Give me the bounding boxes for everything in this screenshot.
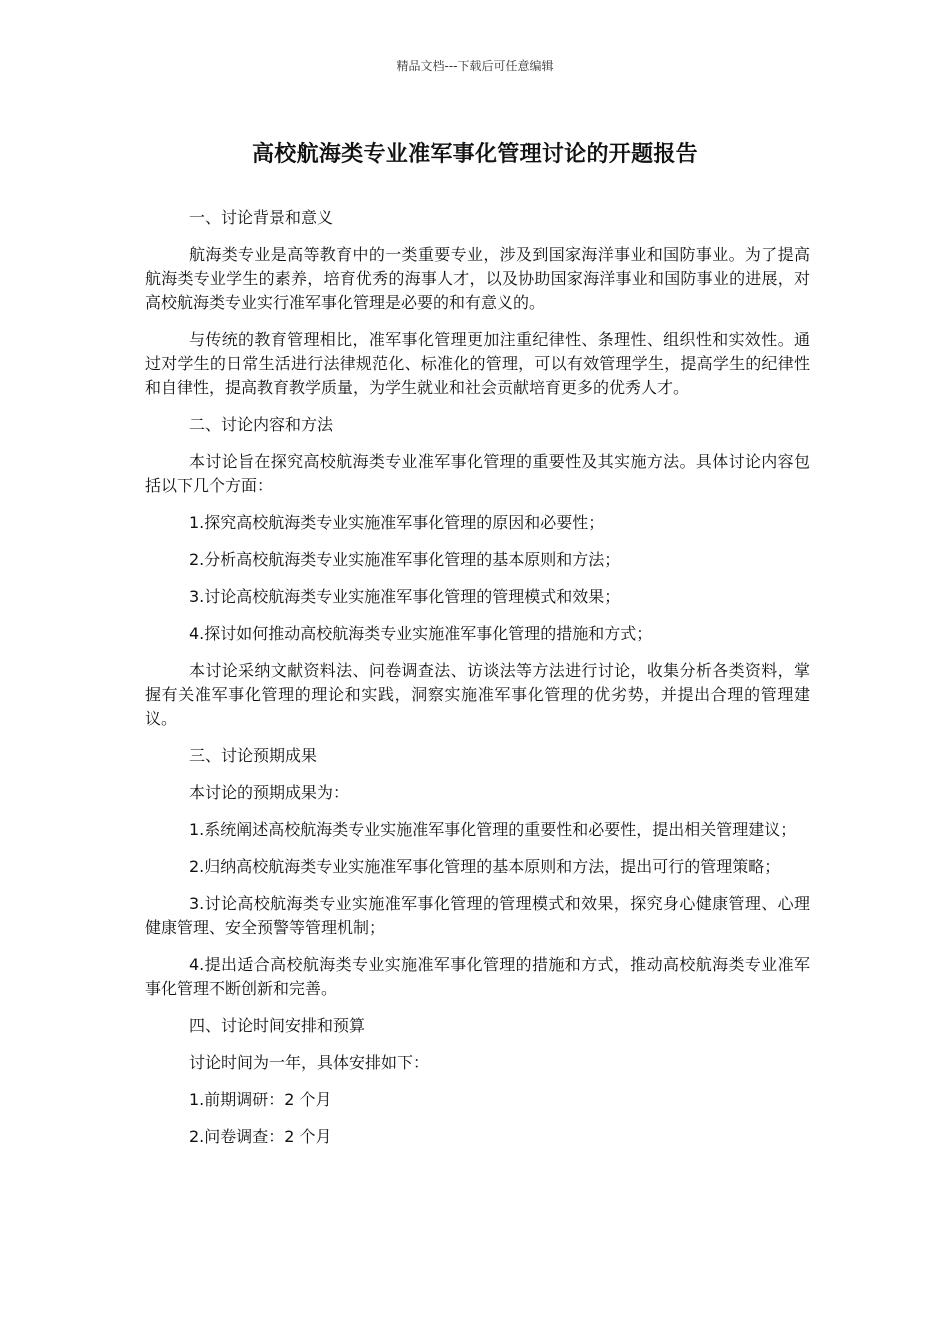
list-item-result-1: 1.系统阐述高校航海类专业实施准军事化管理的重要性和必要性，提出相关管理建议； [189, 820, 797, 839]
paragraph-methods: 本讨论采纳文献资料法、问卷调查法、访谈法等方法进行讨论，收集分析各类资料，掌握有关准军事化管理的理论和实践，洞察实施准军事化管理的优劣势，并提出合理的管理建议。 [145, 661, 810, 728]
page-header-note: 精品文档---下载后可任意编辑 [396, 59, 554, 73]
list-item-schedule-1: 1.前期调研：2 个月 [189, 1090, 332, 1109]
section-heading-content-methods: 二、讨论内容和方法 [189, 415, 334, 434]
list-item-content-1: 1.探究高校航海类专业实施准军事化管理的原因和必要性； [189, 513, 605, 532]
list-item-result-3: 3.讨论高校航海类专业实施准军事化管理的管理模式和效果，探究身心健康管理、心理健康管理、安全预警等管理机制； [145, 894, 810, 937]
document-body [145, 206, 810, 1162]
section-heading-schedule-budget: 四、讨论时间安排和预算 [189, 1016, 366, 1035]
list-item-schedule-2: 2.问卷调查：2 个月 [189, 1127, 332, 1146]
list-item-result-2: 2.归纳高校航海类专业实施准军事化管理的基本原则和方法，提出可行的管理策略； [189, 857, 781, 876]
paragraph-content-intro: 本讨论旨在探究高校航海类专业准军事化管理的重要性及其实施方法。具体讨论内容包括以下几个方面： [145, 452, 810, 495]
list-item-content-4: 4.探讨如何推动高校航海类专业实施准军事化管理的措施和方式； [189, 624, 653, 643]
paragraph-schedule-intro: 讨论时间为一年，具体安排如下： [189, 1053, 430, 1072]
document-title: 高校航海类专业准军事化管理讨论的开题报告 [251, 142, 698, 167]
section-heading-expected-results: 三、讨论预期成果 [189, 746, 318, 765]
paragraph-background-2: 与传统的教育管理相比，准军事化管理更加注重纪律性、条理性、组织性和实效性。通过对学生的日常生活进行法律规范化、标准化的管理，可以有效管理学生，提高学生的纪律性和自律性，提高教育教学质量，为学生就业和社会贡献培育更多的优秀人才。 [145, 330, 810, 397]
list-item-content-2: 2.分析高校航海类专业实施准军事化管理的基本原则和方法； [189, 550, 621, 569]
list-item-content-3: 3.讨论高校航海类专业实施准军事化管理的管理模式和效果； [189, 587, 621, 606]
section-heading-background: 一、讨论背景和意义 [189, 208, 334, 227]
list-item-result-4: 4.提出适合高校航海类专业实施准军事化管理的措施和方式，推动高校航海类专业准军事化管理不断创新和完善。 [145, 955, 810, 998]
paragraph-results-intro: 本讨论的预期成果为： [189, 783, 350, 802]
paragraph-background-1: 航海类专业是高等教育中的一类重要专业，涉及到国家海洋事业和国防事业。为了提高航海类专业学生的素养，培育优秀的海事人才，以及协助国家海洋事业和国防事业的进展，对高校航海类专业实行准军事化管理是必要的和有意义的。 [145, 245, 810, 312]
